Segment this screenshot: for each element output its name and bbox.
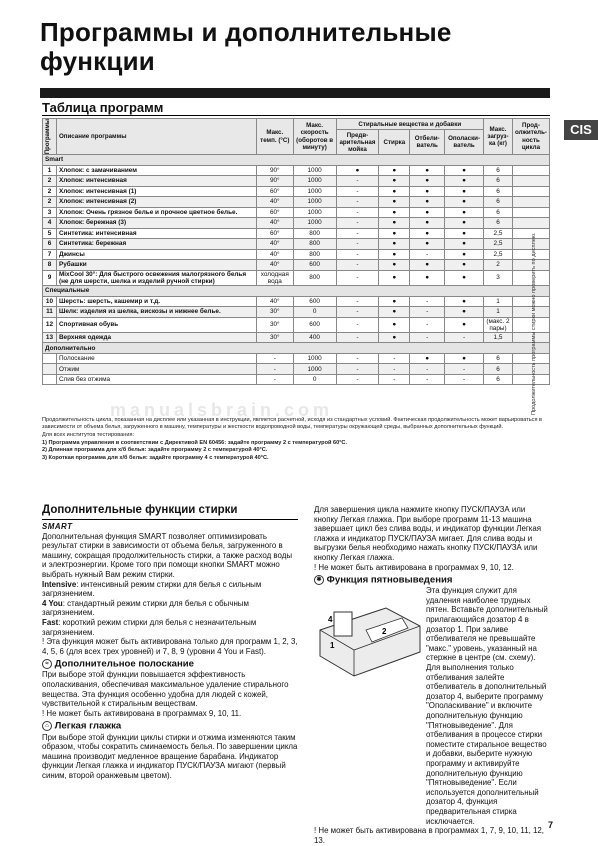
softener-mark: ● — [445, 186, 484, 197]
stain-desc: Эта функция служит для удаления наиболее трудных пятен. Вставьте дополнительный прилагающийся дозатор 4 в дозатор 1. При заливе отбеливателя не превышайте "макс." уровень, указанный на стержне в центре (см. схему). Для выполнения только отбеливания залейте отбеливатель в дополнительный дозатор 4, выберите программу "Ополаскивание" и включите дополнительную функцию "Пятновыведение". Для отбеливания в процессе стирки поместите стиральное вещество и добавки, выберите нужную программу и активируйте дополнительную функцию "Пятновыведение". Если используется дополнительный дозатор 4, функция предварительная стирка исключается. — [426, 586, 548, 826]
col-temp: Макс. темп. (°C) — [256, 119, 293, 155]
header-rule — [40, 88, 550, 98]
max-load: 1,5 — [484, 332, 513, 343]
wash-mark: ● — [379, 249, 410, 260]
wash-mark: ● — [379, 197, 410, 208]
max-temp: 40° — [256, 239, 293, 250]
prewash-mark: - — [336, 270, 379, 285]
col-bleach: Отбели-ватель — [410, 130, 445, 155]
program-name: Хлопок: интенсивная — [56, 176, 256, 187]
wash-mark: ● — [379, 270, 410, 285]
bleach-mark: ● — [410, 197, 445, 208]
bleach-mark: - — [410, 296, 445, 307]
max-temp: - — [256, 353, 293, 364]
max-load: 1 — [484, 296, 513, 307]
smart-note: ! Эта функция может быть активирована только для программ 1, 2, 3, 4, 5, 6 (для всех трех уровней) и 7, 8, 9 (уровни 4 You и Fast). — [42, 637, 298, 656]
program-name: Слив без отжима — [56, 374, 256, 385]
extras-rule — [42, 519, 298, 520]
table-row — [43, 374, 550, 385]
softener-mark: ● — [445, 270, 484, 285]
table-row — [43, 270, 550, 285]
page-title: Программы и дополнительные функции — [40, 17, 452, 76]
max-speed: 1000 — [293, 218, 336, 229]
wash-mark: ● — [379, 176, 410, 187]
max-load: 6 — [484, 364, 513, 375]
softener-mark: ● — [445, 353, 484, 364]
max-temp: 40° — [256, 197, 293, 208]
bleach-mark: ● — [410, 260, 445, 271]
col-duration: Прод-олжитель-ность цикла — [512, 119, 549, 155]
program-name: Рубашки — [56, 260, 256, 271]
table-row — [43, 218, 550, 229]
max-load: (макс. 2 пары) — [484, 317, 513, 332]
bleach-mark: ● — [410, 270, 445, 285]
program-number: 4 — [43, 218, 57, 229]
program-number: 12 — [43, 317, 57, 332]
table-row — [43, 197, 550, 208]
wash-mark: ● — [379, 239, 410, 250]
watermark: manualsbrain.com — [110, 400, 334, 420]
max-load: 2,5 — [484, 249, 513, 260]
prewash-mark: - — [336, 176, 379, 187]
max-load: 6 — [484, 186, 513, 197]
table-row — [43, 186, 550, 197]
softener-mark: ● — [445, 296, 484, 307]
max-load: 6 — [484, 207, 513, 218]
max-load: 6 — [484, 165, 513, 176]
col-programs: Программы — [43, 119, 57, 155]
wash-mark: ● — [379, 317, 410, 332]
wash-mark: ● — [379, 207, 410, 218]
program-name: Спортивная обувь — [56, 317, 256, 332]
program-number: 2 — [43, 186, 57, 197]
bleach-mark: - — [410, 249, 445, 260]
softener-mark: ● — [445, 317, 484, 332]
max-temp: 40° — [256, 218, 293, 229]
softener-mark: - — [445, 332, 484, 343]
bleach-mark: ● — [410, 353, 445, 364]
prewash-mark: - — [336, 239, 379, 250]
program-name: Синтетика: интенсивная — [56, 228, 256, 239]
max-speed: 1000 — [293, 186, 336, 197]
wash-mark: ● — [379, 218, 410, 229]
program-number: 2 — [43, 197, 57, 208]
max-temp: холодная вода — [256, 270, 293, 285]
easy-iron-note: ! Не может быть активирована в программах 9, 10, 12. — [314, 562, 514, 572]
program-number — [43, 374, 57, 385]
easy-iron-title: ⌂ Легкая глажка — [42, 721, 298, 731]
extras-left-column — [42, 522, 298, 781]
prewash-mark: - — [336, 332, 379, 343]
wash-mark: ● — [379, 332, 410, 343]
program-number: 6 — [43, 239, 57, 250]
prewash-mark: ● — [336, 165, 379, 176]
softener-mark: ● — [445, 228, 484, 239]
col-speed: Макс. скорость (оборотов в минуту) — [293, 119, 336, 155]
max-speed: 0 — [293, 374, 336, 385]
label-1: 1 — [330, 641, 335, 650]
wash-mark: ● — [379, 165, 410, 176]
col-wash: Стирка — [379, 130, 410, 155]
max-temp: 40° — [256, 249, 293, 260]
table-row — [43, 165, 550, 176]
softener-mark: - — [445, 374, 484, 385]
program-name: Отжим — [56, 364, 256, 375]
wash-mark: - — [379, 374, 410, 385]
max-speed: 600 — [293, 260, 336, 271]
max-speed: 0 — [293, 307, 336, 318]
col-desc: Описание программы — [56, 119, 256, 155]
rinse-desc: При выборе этой функции повышается эффективность ополаскивания, обеспечивая максимальное удаление стирального вещества. Эта функция особенно удобна для людей с кожей, чувствительной к стиральным веществам. — [42, 670, 289, 709]
program-number: 7 — [43, 249, 57, 260]
max-temp: - — [256, 374, 293, 385]
note-0: Продолжительность цикла, показанная на дисплее или указанная в инструкции, является расчетной, исходя из стандартных условий. Фактическая продолжительность может варьироваться в зависимости от объема белья, загруженного в машину, температуры и жесткости водопроводной воды, температуры окружающей среды, выбранных дополнительных функций. — [42, 417, 543, 430]
max-speed: 400 — [293, 332, 336, 343]
wash-mark: ● — [379, 186, 410, 197]
table-row — [43, 239, 550, 250]
prewash-mark: - — [336, 260, 379, 271]
max-temp: 30° — [256, 307, 293, 318]
wash-mark: - — [379, 353, 410, 364]
wash-mark: ● — [379, 228, 410, 239]
group-label: Smart — [43, 155, 550, 166]
table-row — [43, 207, 550, 218]
max-load: 6 — [484, 353, 513, 364]
prewash-mark: - — [336, 228, 379, 239]
prewash-mark: - — [336, 353, 379, 364]
col-softener: Ополаски-ватель — [445, 130, 484, 155]
prewash-mark: - — [336, 186, 379, 197]
bleach-mark: ● — [410, 207, 445, 218]
max-load: 6 — [484, 176, 513, 187]
wash-mark: - — [379, 364, 410, 375]
softener-mark: ● — [445, 207, 484, 218]
section-rule — [42, 115, 550, 116]
table-row — [43, 228, 550, 239]
smart-word: SMART — [42, 522, 73, 531]
max-speed: 800 — [293, 270, 336, 285]
fast-line: Fast: короткий режим стирки для белья с незначительным загрязнением. — [42, 617, 257, 637]
col-detergents: Стиральные вещества и добавки — [336, 119, 484, 130]
max-temp: 90° — [256, 176, 293, 187]
bleach-mark: - — [410, 374, 445, 385]
prewash-mark: - — [336, 207, 379, 218]
prewash-mark: - — [336, 374, 379, 385]
note-3: 2) Длинная программа для х/б белья: задайте программу 2 с температурой 40°C. — [42, 447, 268, 454]
max-temp: 60° — [256, 186, 293, 197]
max-temp: - — [256, 364, 293, 375]
bleach-mark: - — [410, 307, 445, 318]
table-row — [43, 260, 550, 271]
program-number: 3 — [43, 207, 57, 218]
program-number: 8 — [43, 260, 57, 271]
prewash-mark: - — [336, 296, 379, 307]
max-load: 3 — [484, 270, 513, 285]
note-1: Для всех институтов тестирования: — [42, 432, 135, 439]
max-speed: 800 — [293, 249, 336, 260]
max-temp: 40° — [256, 260, 293, 271]
program-name: Хлопок: интенсивная (1) — [56, 186, 256, 197]
label-4: 4 — [328, 615, 333, 624]
wash-mark: ● — [379, 260, 410, 271]
program-name: Шерсть: шерсть, кашемир и т.д. — [56, 296, 256, 307]
prewash-mark: - — [336, 364, 379, 375]
stain-note: ! Не может быть активирована в программах 1, 7, 9, 10, 11, 12, 13. — [314, 826, 544, 845]
program-name: Синтетика: бережная — [56, 239, 256, 250]
rinse-icon: ≈ — [42, 659, 52, 669]
note-2: 1) Программа управления в соответствии с Директивой EN 60456: задайте программу 2 с температурой 60°C. — [42, 439, 348, 446]
prewash-mark: - — [336, 307, 379, 318]
wash-mark: ● — [379, 296, 410, 307]
max-load: 6 — [484, 374, 513, 385]
max-speed: 800 — [293, 228, 336, 239]
max-load: 6 — [484, 218, 513, 229]
max-temp: 30° — [256, 317, 293, 332]
softener-mark: ● — [445, 239, 484, 250]
foryou-line: 4 You: стандартный режим стирки для белья с обычным загрязнением. — [42, 598, 249, 618]
program-number: 1 — [43, 165, 57, 176]
program-table — [42, 118, 550, 385]
program-name: Полоскание — [56, 353, 256, 364]
dispenser-diagram — [316, 600, 424, 680]
program-number: 2 — [43, 176, 57, 187]
table-row — [43, 332, 550, 343]
max-speed: 1000 — [293, 165, 336, 176]
dispenser-4-shape — [334, 612, 352, 636]
table-notes — [42, 417, 550, 463]
easy-iron-cont: Для завершения цикла нажмите кнопку ПУСК/ПАУЗА или кнопку Легкая глажка. При выборе программ 11-13 машина завершает цикл без слива воды, и индикатор функции Легкая глажка и индикатор ПУСК/ПАУЗА мигает. Для слива воды и выгрузки белья необходимо нажать кнопку ПУСК/ПАУЗА или кнопку Легкая глажка. — [314, 505, 542, 562]
program-number: 5 — [43, 228, 57, 239]
col-prewash: Предв-арительная мойка — [336, 130, 379, 155]
label-2: 2 — [382, 627, 387, 636]
bleach-mark: ● — [410, 165, 445, 176]
smart-desc: Дополнительная функция SMART позволяет оптимизировать результат стирки в зависимости от объема белья, загруженного в машину, сокращая продолжительность стирки, а также расход воды и электроэнергии. Кроме того при помощи кнопки SMART можно выбрать нужный Вам режим стирки. — [42, 531, 292, 579]
softener-mark: ● — [445, 307, 484, 318]
prewash-mark: - — [336, 218, 379, 229]
prewash-mark: - — [336, 197, 379, 208]
max-speed: 1000 — [293, 207, 336, 218]
duration-side-note: Продолжительность программы стирки можно проверить по дисплею. — [531, 232, 537, 415]
max-temp: 30° — [256, 332, 293, 343]
program-name: Верхняя одежда — [56, 332, 256, 343]
program-name: MixCool 30°: Для быстрого освежения малогрязного белья (не для шерсти, шелка и изделий ручной стирки) — [56, 270, 256, 285]
table-row — [43, 307, 550, 318]
rinse-note: ! Не может быть активирована в программах 9, 10, 11. — [42, 708, 242, 718]
stain-title: ✱ Функция пятновыведения — [314, 575, 550, 585]
max-speed: 600 — [293, 296, 336, 307]
program-number — [43, 353, 57, 364]
softener-mark: - — [445, 364, 484, 375]
bleach-mark: ● — [410, 239, 445, 250]
max-load: 2,5 — [484, 239, 513, 250]
easy-iron-desc: При выборе этой функции циклы стирки и отжима изменяются таким образом, чтобы сократить сминаемость белья. По завершении цикла машина производит медленное вращение барабана. Индикатор функции Легкая глажка и индикатор ПУСК/ПАУЗА мигают (первый синим, второй оранжевым цветом). — [42, 732, 298, 780]
program-name: Хлопок: бережная (3) — [56, 218, 256, 229]
table-row — [43, 353, 550, 364]
prewash-mark: - — [336, 317, 379, 332]
table-group-row — [43, 155, 550, 166]
page-number: 7 — [548, 820, 554, 830]
rinse-title: ≈ Дополнительное полоскание — [42, 659, 298, 669]
table-row — [43, 176, 550, 187]
extras-title: Дополнительные функции стирки — [42, 504, 238, 516]
program-name: Шелк: изделия из шелка, вискозы и нижнее белье. — [56, 307, 256, 318]
bleach-mark: ● — [410, 176, 445, 187]
max-speed: 600 — [293, 317, 336, 332]
table-section-title: Таблица программ — [42, 100, 164, 115]
program-name: Хлопок: Очень грязное белье и прочное цветное белье. — [56, 207, 256, 218]
max-speed: 1000 — [293, 364, 336, 375]
bleach-mark: - — [410, 332, 445, 343]
bleach-mark: ● — [410, 218, 445, 229]
program-name: Хлопок: интенсивная (2) — [56, 197, 256, 208]
group-label: Специальные — [43, 286, 550, 297]
softener-mark: ● — [445, 260, 484, 271]
softener-mark: ● — [445, 176, 484, 187]
max-speed: 800 — [293, 239, 336, 250]
group-label: Дополнительно — [43, 343, 550, 354]
bleach-mark: ● — [410, 228, 445, 239]
table-row — [43, 317, 550, 332]
table-row — [43, 296, 550, 307]
softener-mark: ● — [445, 218, 484, 229]
max-temp: 60° — [256, 207, 293, 218]
program-number — [43, 364, 57, 375]
table-group-row — [43, 286, 550, 297]
iron-icon: ⌂ — [42, 721, 52, 731]
max-load: 6 — [484, 197, 513, 208]
note-4: 3) Короткая программа для х/б белья: задайте программу 4 с температурой 40°C. — [42, 454, 269, 461]
program-number: 11 — [43, 307, 57, 318]
col-load: Макс. загруз-ка (кг) — [484, 119, 513, 155]
table-row — [43, 364, 550, 375]
max-speed: 1000 — [293, 353, 336, 364]
language-tab: CIS — [564, 120, 598, 140]
wash-mark: ● — [379, 307, 410, 318]
max-speed: 1000 — [293, 176, 336, 187]
softener-mark: ● — [445, 165, 484, 176]
table-group-row — [43, 343, 550, 354]
max-temp: 90° — [256, 165, 293, 176]
program-name: Джинсы — [56, 249, 256, 260]
bleach-mark: - — [410, 317, 445, 332]
bleach-mark: ● — [410, 186, 445, 197]
program-number: 13 — [43, 332, 57, 343]
intensive-line: Intensive: интенсивный режим стирки для белья с сильным загрязнением. — [42, 579, 262, 599]
bleach-mark: - — [410, 364, 445, 375]
program-name: Хлопок: с замачиванием — [56, 165, 256, 176]
program-number: 10 — [43, 296, 57, 307]
softener-mark: ● — [445, 197, 484, 208]
table-row — [43, 249, 550, 260]
max-temp: 60° — [256, 228, 293, 239]
program-number: 9 — [43, 270, 57, 285]
max-speed: 1000 — [293, 197, 336, 208]
max-load: 1 — [484, 307, 513, 318]
stain-icon: ✱ — [314, 575, 324, 585]
max-load: 2 — [484, 260, 513, 271]
max-temp: 40° — [256, 296, 293, 307]
max-load: 2,5 — [484, 228, 513, 239]
prewash-mark: - — [336, 249, 379, 260]
softener-mark: ● — [445, 249, 484, 260]
